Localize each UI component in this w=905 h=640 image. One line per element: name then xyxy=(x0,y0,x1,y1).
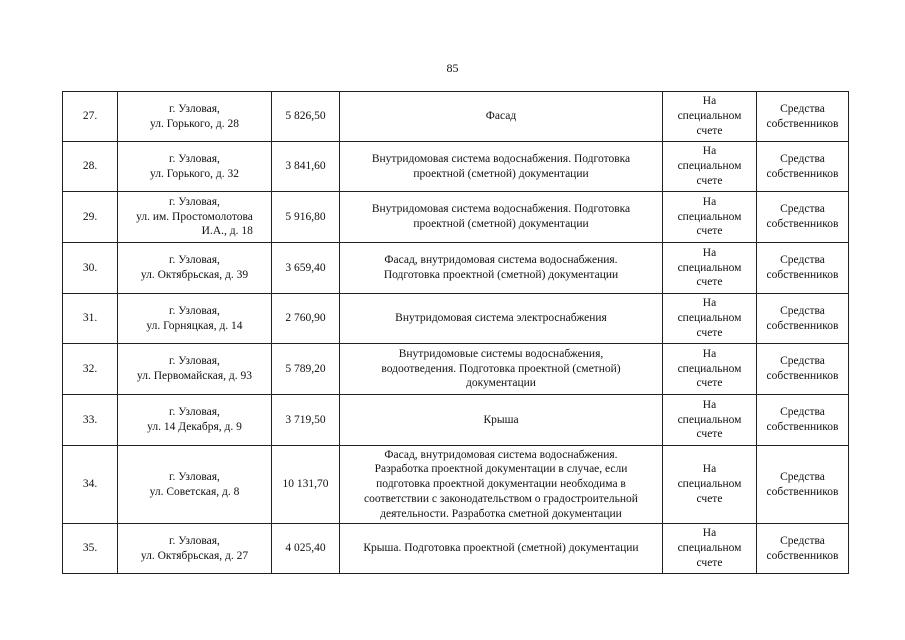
account-line: специальном xyxy=(677,542,742,555)
work-type-line: Фасад, внутридомовая система водоснабжения. xyxy=(384,448,618,461)
address-street-line: ул. Горняцкая, д. 14 xyxy=(146,319,243,332)
address-street-line: ул. Горького, д. 28 xyxy=(150,117,239,130)
work-type-line: Фасад, внутридомовая система водоснабжения. xyxy=(384,254,618,267)
address-cell xyxy=(118,243,272,294)
address-block xyxy=(150,152,239,182)
address-block xyxy=(150,470,240,500)
account-cell xyxy=(663,344,757,395)
account-line: На xyxy=(702,463,717,476)
funding-source-line: собственников xyxy=(766,485,839,498)
work-type-line: Внутридомовые системы водоснабжения, xyxy=(398,347,604,360)
work-type-cell xyxy=(340,446,663,524)
area-value: 3 841,60 xyxy=(285,160,326,173)
account-line: счете xyxy=(696,225,723,238)
funding-source-cell xyxy=(757,294,849,344)
funding-source-line: собственников xyxy=(766,218,839,230)
area-value: 5 826,50 xyxy=(285,110,326,123)
area-cell xyxy=(272,524,340,574)
funding-source-line: Средства xyxy=(780,102,825,115)
area-value: 5 789,20 xyxy=(285,362,326,375)
funding-source-cell xyxy=(757,395,849,446)
address-city: г. Узловая, xyxy=(169,304,220,317)
row-number: 27. xyxy=(82,110,98,123)
works-table xyxy=(62,91,849,574)
address-block xyxy=(150,102,239,132)
funding-source-cell xyxy=(757,524,849,574)
address-street-line: ул. Первомайская, д. 93 xyxy=(137,370,252,382)
address-city: г. Узловая, xyxy=(169,355,220,368)
work-type-line: Внутридомовая система электроснабжения xyxy=(395,312,607,325)
work-type-line: проектной (сметной) документации xyxy=(413,218,589,230)
row-number: 30. xyxy=(82,261,98,274)
account-line: специальном xyxy=(677,413,742,426)
address-street-line: И.А., д. 18 xyxy=(201,225,253,238)
account-line: На xyxy=(702,195,717,208)
funding-source-cell xyxy=(757,192,849,243)
funding-source-cell xyxy=(757,344,849,395)
work-type-line: документации xyxy=(466,377,536,390)
work-type-line: Крыша xyxy=(483,413,519,426)
funding-source-line: собственников xyxy=(766,421,839,433)
address-cell xyxy=(118,395,272,446)
work-type-line: Фасад xyxy=(485,110,517,123)
funding-source-line: Средства xyxy=(780,152,825,165)
work-type-cell xyxy=(340,294,663,344)
account-cell xyxy=(663,192,757,243)
account-cell xyxy=(663,446,757,524)
funding-source-line: Средства xyxy=(780,203,825,216)
address-city: г. Узловая, xyxy=(169,195,220,208)
row-number-cell xyxy=(63,395,118,446)
table-row xyxy=(63,395,849,446)
row-number-cell xyxy=(63,192,118,243)
area-value: 5 916,80 xyxy=(285,210,326,223)
page-number: 85 xyxy=(446,61,459,75)
address-city: г. Узловая, xyxy=(169,470,220,483)
account-line: На xyxy=(702,145,717,158)
row-number: 32. xyxy=(82,362,98,375)
table-row xyxy=(63,294,849,344)
account-cell xyxy=(663,524,757,574)
row-number-cell xyxy=(63,243,118,294)
account-cell xyxy=(663,142,757,192)
table-row xyxy=(63,446,849,524)
account-cell xyxy=(663,243,757,294)
table-row xyxy=(63,524,849,574)
account-line: специальном xyxy=(677,362,742,375)
row-number-cell xyxy=(63,446,118,524)
address-cell xyxy=(118,446,272,524)
funding-source-line: Средства xyxy=(780,355,825,368)
account-line: счете xyxy=(696,377,723,390)
address-block xyxy=(146,304,242,334)
area-value: 10 131,70 xyxy=(282,478,329,491)
work-type-cell xyxy=(340,243,663,294)
work-type-cell xyxy=(340,192,663,243)
work-type-line: проектной (сметной) документации xyxy=(413,167,589,180)
account-line: На xyxy=(702,95,717,108)
address-cell xyxy=(118,344,272,395)
address-city: г. Узловая, xyxy=(169,102,220,115)
work-type-line: Крыша. Подготовка проектной (сметной) документации xyxy=(363,542,639,555)
table-row xyxy=(63,192,849,243)
account-line: счете xyxy=(696,124,723,137)
address-block xyxy=(137,354,252,384)
area-cell xyxy=(272,243,340,294)
account-line: На xyxy=(702,347,717,360)
address-street-line: ул. 14 Декабря, д. 9 xyxy=(147,421,242,433)
address-city: г. Узловая, xyxy=(169,254,220,267)
area-cell xyxy=(272,294,340,344)
address-city: г. Узловая, xyxy=(169,406,220,419)
account-line: специальном xyxy=(677,160,742,173)
address-street-line: ул. Октябрьская, д. 39 xyxy=(140,269,249,281)
address-cell xyxy=(118,192,272,243)
work-type-line: водоотведения. Подготовка проектной (сметной) xyxy=(381,362,621,375)
funding-source-cell xyxy=(757,243,849,294)
address-cell xyxy=(118,142,272,192)
address-block xyxy=(141,534,248,564)
address-block xyxy=(147,405,242,435)
work-type-cell xyxy=(340,344,663,395)
area-cell xyxy=(272,446,340,524)
account-line: специальном xyxy=(677,210,742,223)
work-type-cell xyxy=(340,92,663,142)
account-line: На xyxy=(702,527,717,540)
work-type-cell xyxy=(340,395,663,446)
account-line: На xyxy=(702,246,717,259)
address-cell xyxy=(118,524,272,574)
account-line: счете xyxy=(696,174,723,187)
funding-source-cell xyxy=(757,92,849,142)
work-type-line: деятельности. Разработка сметной документации xyxy=(380,507,622,520)
row-number-cell xyxy=(63,524,118,574)
account-line: На xyxy=(702,398,717,411)
account-line: счете xyxy=(696,492,723,505)
address-street-line: ул. им. Простомолотова xyxy=(136,210,253,223)
work-type-line: подготовка проектной документации необходима в xyxy=(376,478,626,491)
funding-source-line: Средства xyxy=(780,254,825,267)
row-number: 28. xyxy=(82,160,98,173)
funding-source-cell xyxy=(757,446,849,524)
account-line: специальном xyxy=(677,478,742,491)
account-cell xyxy=(663,294,757,344)
address-cell xyxy=(118,294,272,344)
funding-source-cell xyxy=(757,142,849,192)
row-number-cell xyxy=(63,92,118,142)
address-cell xyxy=(118,92,272,142)
funding-source-line: Средства xyxy=(780,304,825,317)
work-type-line: Внутридомовая система водоснабжения. Подготовка xyxy=(371,203,631,216)
area-cell xyxy=(272,344,340,395)
account-line: счете xyxy=(696,556,723,569)
account-line: специальном xyxy=(677,261,742,274)
address-city: г. Узловая, xyxy=(169,534,220,547)
row-number: 31. xyxy=(82,312,98,325)
account-line: счете xyxy=(696,276,723,289)
area-value: 3 719,50 xyxy=(285,413,326,426)
area-cell xyxy=(272,395,340,446)
funding-source-line: собственников xyxy=(766,167,839,180)
work-type-cell xyxy=(340,142,663,192)
address-street-line: ул. Советская, д. 8 xyxy=(149,485,240,498)
row-number: 35. xyxy=(82,542,98,555)
area-value: 3 659,40 xyxy=(285,261,326,274)
row-number: 34. xyxy=(82,478,98,491)
work-type-line: Разработка проектной документации в случае, если xyxy=(374,463,628,476)
funding-source-line: собственников xyxy=(766,269,839,281)
table-row xyxy=(63,243,849,294)
account-line: специальном xyxy=(677,312,742,325)
row-number-cell xyxy=(63,294,118,344)
area-cell xyxy=(272,192,340,243)
address-block xyxy=(141,253,248,283)
area-value: 2 760,90 xyxy=(285,312,326,325)
table-row xyxy=(63,142,849,192)
work-type-line: Внутридомовая система водоснабжения. Подготовка xyxy=(371,152,631,165)
area-cell xyxy=(272,92,340,142)
row-number: 29. xyxy=(82,210,98,223)
funding-source-line: собственников xyxy=(766,319,839,332)
account-line: счете xyxy=(696,326,723,339)
area-cell xyxy=(272,142,340,192)
funding-source-line: собственников xyxy=(766,370,839,382)
work-type-line: соответствии с законодательством о градостроительной xyxy=(364,492,638,505)
row-number: 33. xyxy=(82,413,98,426)
account-line: На xyxy=(702,297,717,310)
account-line: специальном xyxy=(677,110,742,123)
row-number-cell xyxy=(63,344,118,395)
work-type-cell xyxy=(340,524,663,574)
row-number-cell xyxy=(63,142,118,192)
work-type-line: Подготовка проектной (сметной) документации xyxy=(383,269,619,281)
table-row xyxy=(63,92,849,142)
address-street-line: ул. Горького, д. 32 xyxy=(150,167,239,180)
table-row xyxy=(63,344,849,395)
account-line: счете xyxy=(696,428,723,441)
account-cell xyxy=(663,92,757,142)
account-cell xyxy=(663,395,757,446)
address-street-line: ул. Октябрьская, д. 27 xyxy=(140,549,249,562)
funding-source-line: Средства xyxy=(780,406,825,419)
funding-source-line: собственников xyxy=(766,549,839,562)
address-city: г. Узловая, xyxy=(169,152,220,165)
address-block xyxy=(136,195,253,239)
funding-source-line: Средства xyxy=(780,470,825,483)
funding-source-line: собственников xyxy=(766,117,839,130)
area-value: 4 025,40 xyxy=(285,542,326,555)
funding-source-line: Средства xyxy=(780,534,825,547)
